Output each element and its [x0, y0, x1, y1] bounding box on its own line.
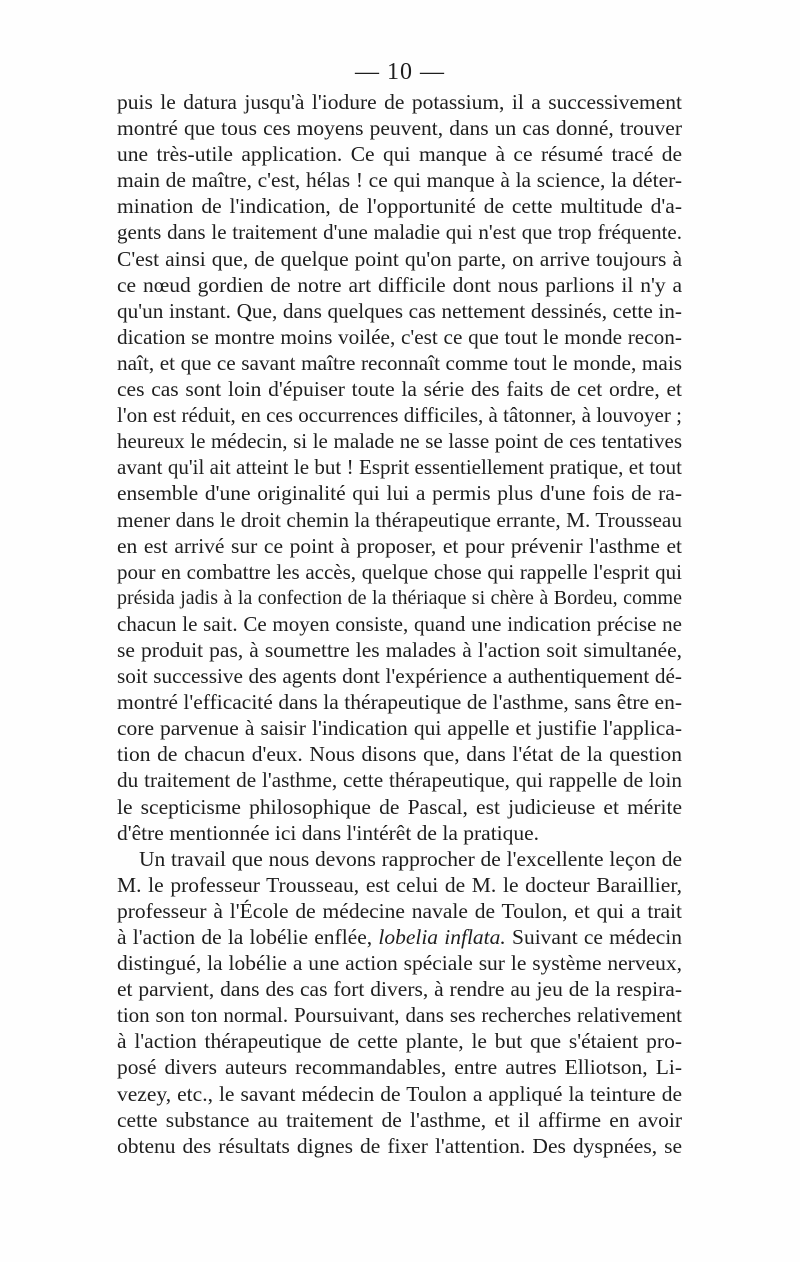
italic-latin-name: lobelia inflata.: [378, 925, 506, 949]
text-line: ce nœud gordien de notre art difficile dont nous parlions il n'y a: [117, 272, 682, 297]
text-line: puis le datura jusqu'à l'iodure de potassium, il a successivement: [117, 90, 682, 114]
text-line: obtenu des résultats dignes de fixer l'attention. Des dyspnées, se: [117, 1133, 682, 1158]
text-line: qu'un instant. Que, dans quelques cas nettement dessinés, cette in-: [117, 298, 682, 323]
text-line: le scepticisme philosophique de Pascal, est judicieuse et mérite: [117, 794, 682, 819]
text-line: M. le professeur Trousseau, est celui de M. le docteur Baraillier,: [117, 872, 682, 897]
text-line: vezey, etc., le savant médecin de Toulon a appliqué la teinture de: [117, 1081, 682, 1106]
text-line: une très-utile application. Ce qui manque à ce résumé tracé de: [117, 142, 682, 167]
text-line: montré l'efficacité dans la thérapeutique de l'asthme, sans être en-: [117, 690, 682, 715]
text-line: mener dans le droit chemin la thérapeutique errante, M. Trousseau: [117, 507, 682, 532]
text-line: professeur à l'École de médecine navale de Toulon, et qui a trait: [117, 898, 682, 923]
text-line: se produit pas, à soumettre les malades à l'action soit simultanée,: [117, 637, 682, 662]
text-line: naît, et que ce savant maître reconnaît comme tout le monde, mais: [117, 350, 682, 375]
text-line: tion son ton normal. Poursuivant, dans ses recherches relativement: [117, 1003, 682, 1028]
text-line: en est arrivé sur ce point à proposer, et pour prévenir l'asthme et: [117, 533, 682, 558]
text-line: tion de chacun d'eux. Nous disons que, dans l'état de la question: [117, 742, 682, 767]
text-line: pour en combattre les accès, quelque chose qui rappelle l'esprit qui: [117, 559, 682, 584]
page-number: — 10 —: [355, 59, 445, 85]
text-line: du traitement de l'asthme, cette thérapeutique, qui rappelle de loin: [117, 768, 682, 793]
text-line: avant qu'il ait atteint le but ! Esprit essentiellement pratique, et tout: [117, 455, 682, 480]
text-line: chacun le sait. Ce moyen consiste, quand une indication précise ne: [117, 611, 682, 636]
text-line: l'on est réduit, en ces occurrences difficiles, à tâtonner, à louvoyer ;: [117, 403, 682, 428]
text-segment: à l'action de la lobélie enflée,: [117, 925, 373, 949]
text-segment: Suivant ce médecin: [511, 925, 682, 949]
text-line-mixed: [117, 924, 682, 950]
text-line: posé divers auteurs recommandables, entre autres Elliotson, Li-: [117, 1055, 682, 1080]
text-line: heureux le médecin, si le malade ne se lasse point de ces tentatives: [117, 429, 682, 454]
text-line-paragraph-start: Un travail que nous devons rapprocher de l'excellente leçon de: [139, 846, 682, 871]
text-line: soit successive des agents dont l'expérience a authentiquement dé-: [117, 664, 682, 689]
text-line: C'est ainsi que, de quelque point qu'on parte, on arrive toujours à: [117, 246, 682, 271]
page-body-text: [117, 89, 682, 1159]
text-line-paragraph-end: d'être mentionnée ici dans l'intérêt de la pratique.: [117, 820, 540, 845]
text-line: main de maître, c'est, hélas ! ce qui manque à la science, la déter-: [117, 168, 682, 193]
text-line: gents dans le traitement d'une maladie qui n'est que trop fréquente.: [117, 220, 682, 245]
text-line: core parvenue à saisir l'indication qui appelle et justifie l'applica-: [117, 716, 682, 741]
text-line: présida jadis à la confection de la thériaque si chère à Bordeu, comme: [117, 586, 682, 609]
text-line: et parvient, dans des cas fort divers, à rendre au jeu de la respira-: [117, 977, 682, 1002]
text-line: à l'action thérapeutique de cette plante, le but que s'étaient pro-: [117, 1029, 682, 1054]
text-line: ces cas sont loin d'épuiser toute la série des faits de cet ordre, et: [117, 377, 682, 402]
text-line: distingué, la lobélie a une action spéciale sur le système nerveux,: [117, 951, 682, 976]
text-line: montré que tous ces moyens peuvent, dans un cas donné, trouver: [117, 116, 682, 141]
text-line: ensemble d'une originalité qui lui a permis plus d'une fois de ra-: [117, 481, 682, 506]
text-line: mination de l'indication, de l'opportunité de cette multitude d'a-: [117, 194, 682, 219]
text-line: dication se montre moins voilée, c'est ce que tout le monde recon-: [117, 324, 682, 349]
text-line: cette substance au traitement de l'asthme, et il affirme en avoir: [117, 1107, 682, 1132]
